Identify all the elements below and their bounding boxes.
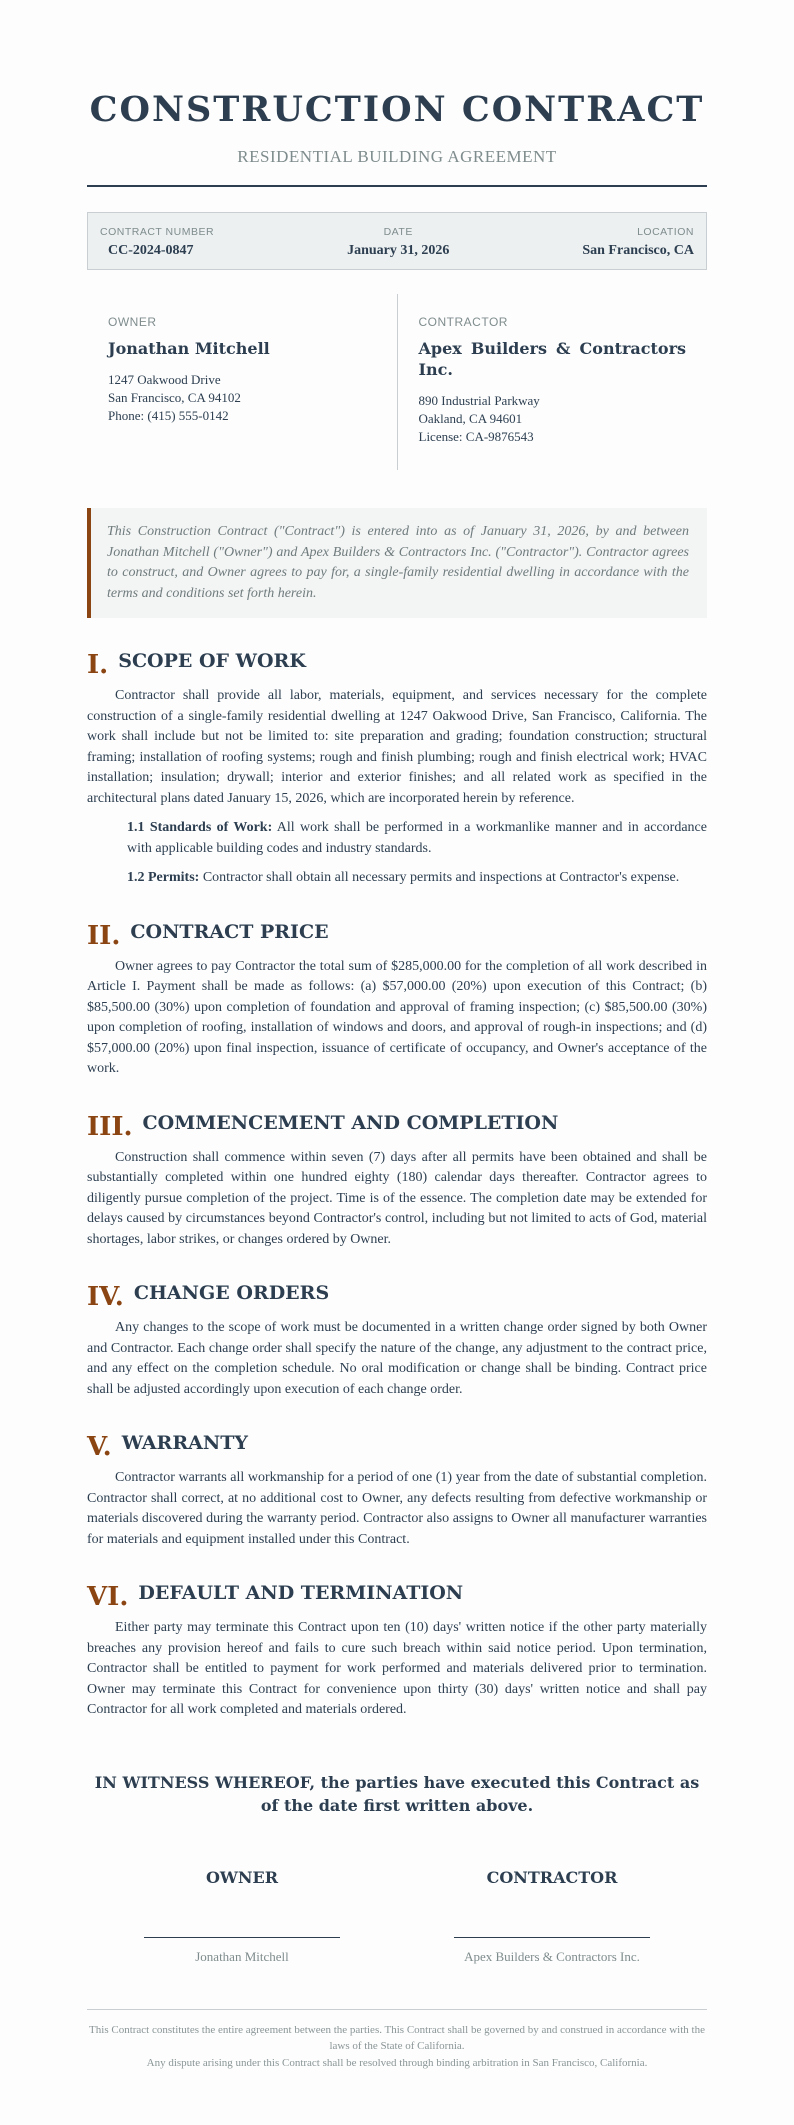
owner-signature-name: Jonathan Mitchell	[195, 1948, 289, 1964]
section-numeral: IV.	[87, 1282, 124, 1312]
owner-party	[87, 294, 397, 470]
date-cell	[347, 213, 449, 269]
owner-name: Jonathan Mitchell	[108, 339, 270, 358]
witness-statement: IN WITNESS WHEREOF, the parties have executed this Contract as of the date first written above.	[94, 1772, 700, 1815]
owner-signature-line	[144, 1937, 340, 1938]
contractor-signature	[397, 1867, 707, 1965]
section-body: Contractor warrants all workmanship for a period of one (1) year from the date of substantial completion. Contractor shall correct, at no additional cost to Owner, any defects resulting from defective workmanship or materials discovered during the warranty period. Contractor also assigns to Owner all manufacturer warranties for materials and equipment installed under this Contract.	[87, 1470, 707, 1547]
section-warranty	[87, 1426, 707, 1550]
contractor-label: CONTRACTOR	[418, 315, 508, 329]
signature-block	[87, 1867, 707, 1965]
contractor-party	[398, 294, 708, 470]
section-heading	[87, 1426, 707, 1462]
contractor-name: Apex Builders & Contractors Inc.	[418, 339, 686, 379]
location-label: LOCATION	[637, 226, 694, 238]
contract-number-label: CONTRACT NUMBER	[100, 226, 215, 238]
footer-divider	[87, 2009, 707, 2010]
location-value: San Francisco, CA	[582, 243, 694, 258]
owner-phone: Phone: (415) 555-0142	[108, 408, 229, 423]
section-change-orders	[87, 1276, 707, 1400]
location-cell	[582, 213, 694, 269]
contractor-address-line1: 890 Industrial Parkway	[418, 393, 540, 408]
section-numeral: VI.	[87, 1582, 129, 1612]
owner-address-line1: 1247 Oakwood Drive	[108, 372, 221, 387]
contractor-address	[419, 392, 687, 446]
footer-line-arbitration: Any dispute arising under this Contract shall be resolved through binding arbitration in San Francisco, California.	[146, 2056, 648, 2069]
contract-number-value: CC-2024-0847	[108, 243, 194, 258]
intro-paragraph: This Construction Contract ("Contract") is entered into as of January 31, 2026, by and between Jonathan Mitchell ("Owner") and Apex Builders & Contractors Inc. ("Contractor"). Contractor agrees to construct, and Owner agrees to pay for, a single-family residential dwelling in accordance with the terms and conditions set forth herein.	[87, 508, 707, 618]
section-commencement	[87, 1106, 707, 1251]
section-heading	[87, 644, 707, 680]
subclause-label: 1.2 Permits:	[127, 870, 200, 885]
contractor-signature-name: Apex Builders & Contractors Inc.	[464, 1948, 640, 1964]
section-numeral: II.	[87, 920, 121, 951]
date-label: DATE	[383, 226, 413, 238]
section-contract-price	[87, 915, 707, 1080]
contractor-license: License: CA-9876543	[418, 429, 534, 444]
date-value: January 31, 2026	[347, 243, 450, 258]
section-numeral: III.	[87, 1111, 133, 1142]
section-numeral: V.	[87, 1432, 112, 1462]
section-body: Owner agrees to pay Contractor the total sum of $285,000.00 for the completion of all work described in Article I. Payment shall be made as follows: (a) $57,000.00 (20%) upon execution of this Contract; (b) $85,500.00 (30%) upon completion of foundation and approval of framing inspection; (c) $85,500.00 (30%) upon completion of roofing, installation of windows and doors, and approval of rough-in inspections; and (d) $57,000.00 (20%) upon final inspection, issuance of certificate of occupancy, and Owner's acceptance of the work.	[87, 958, 707, 1076]
section-title: DEFAULT AND TERMINATION	[138, 1582, 464, 1604]
section-heading	[87, 1106, 707, 1142]
section-title: COMMENCEMENT AND COMPLETION	[142, 1111, 559, 1134]
section-title: SCOPE OF WORK	[118, 650, 306, 672]
owner-address	[108, 371, 376, 425]
owner-signature-role: OWNER	[205, 1867, 279, 1887]
section-scope-of-work	[87, 644, 707, 889]
document-title: CONSTRUCTION CONTRACT	[89, 89, 705, 130]
footer-line-governing-law: This Contract constitutes the entire agreement between the parties. This Contract shall be governed by and construed in accordance with the laws of the State of California.	[89, 2023, 705, 2052]
section-title: CONTRACT PRICE	[130, 920, 329, 943]
section-heading	[87, 915, 707, 951]
contract-number-cell	[100, 213, 214, 269]
subclause-permits	[87, 868, 707, 889]
owner-label: OWNER	[108, 315, 157, 329]
subclause-label: 1.1 Standards of Work:	[127, 820, 273, 835]
header-divider	[87, 185, 707, 187]
section-numeral: I.	[87, 650, 109, 680]
document-subtitle: RESIDENTIAL BUILDING AGREEMENT	[237, 147, 557, 166]
section-body: Construction shall commence within seven (7) days after all permits have been obtained and shall be substantially completed within one hundred eighty (180) calendar days thereafter. Contractor agrees to diligently pursue completion of the project. Time is of the essence. The completion date may be extended for delays caused by circumstances beyond Contractor's control, including but not limited to acts of God, material shortages, labor strikes, or changes ordered by Owner.	[87, 1149, 707, 1247]
section-title: CHANGE ORDERS	[133, 1282, 330, 1304]
parties-block	[87, 294, 707, 470]
document-footer	[87, 2022, 707, 2072]
contractor-signature-line	[454, 1937, 650, 1938]
section-default-termination	[87, 1576, 707, 1721]
owner-signature	[87, 1867, 397, 1965]
subclause-standards	[87, 818, 707, 859]
section-title: WARRANTY	[121, 1432, 248, 1454]
document-header	[87, 0, 707, 187]
section-body: Either party may terminate this Contract upon ten (10) days' written notice if the other party materially breaches any provision hereof and fails to cure such breach within said notice period. Upon termination, Contractor shall be entitled to payment for work performed and materials delivered prior to termination. Owner may terminate this Contract for convenience upon thirty (30) days' written notice and shall pay Contractor for all work completed and materials ordered.	[87, 1620, 707, 1717]
section-body: Any changes to the scope of work must be documented in a written change order signed by both Owner and Contractor. Each change order shall specify the nature of the change, any adjustment to the contract price, and any effect on the completion schedule. No oral modification or change shall be binding. Contract price shall be adjusted accordingly upon execution of each change order.	[87, 1320, 707, 1397]
contract-info-bar	[87, 212, 707, 270]
subclause-text: All work shall be performed in a workmanlike manner and in accordance with applicable building codes and industry standards.	[127, 820, 707, 856]
section-heading	[87, 1576, 707, 1612]
owner-address-line2: San Francisco, CA 94102	[108, 390, 241, 405]
contractor-address-line2: Oakland, CA 94601	[418, 411, 523, 426]
section-body: Contractor shall provide all labor, materials, equipment, and services necessary for the complete construction of a single-family residential dwelling at 1247 Oakwood Drive, San Francisco, California. The work shall include but not be limited to: site preparation and grading; foundation construction; structural framing; installation of roofing systems; rough and finish plumbing; rough and finish electrical work; HVAC installation; insulation; drywall; interior and exterior finishes; and all related work as specified in the architectural plans dated January 15, 2026, which are incorporated herein by reference.	[87, 688, 707, 806]
section-heading	[87, 1276, 707, 1312]
subclause-text: Contractor shall obtain all necessary permits and inspections at Contractor's expense.	[199, 870, 680, 885]
contractor-signature-role: CONTRACTOR	[486, 1867, 618, 1887]
